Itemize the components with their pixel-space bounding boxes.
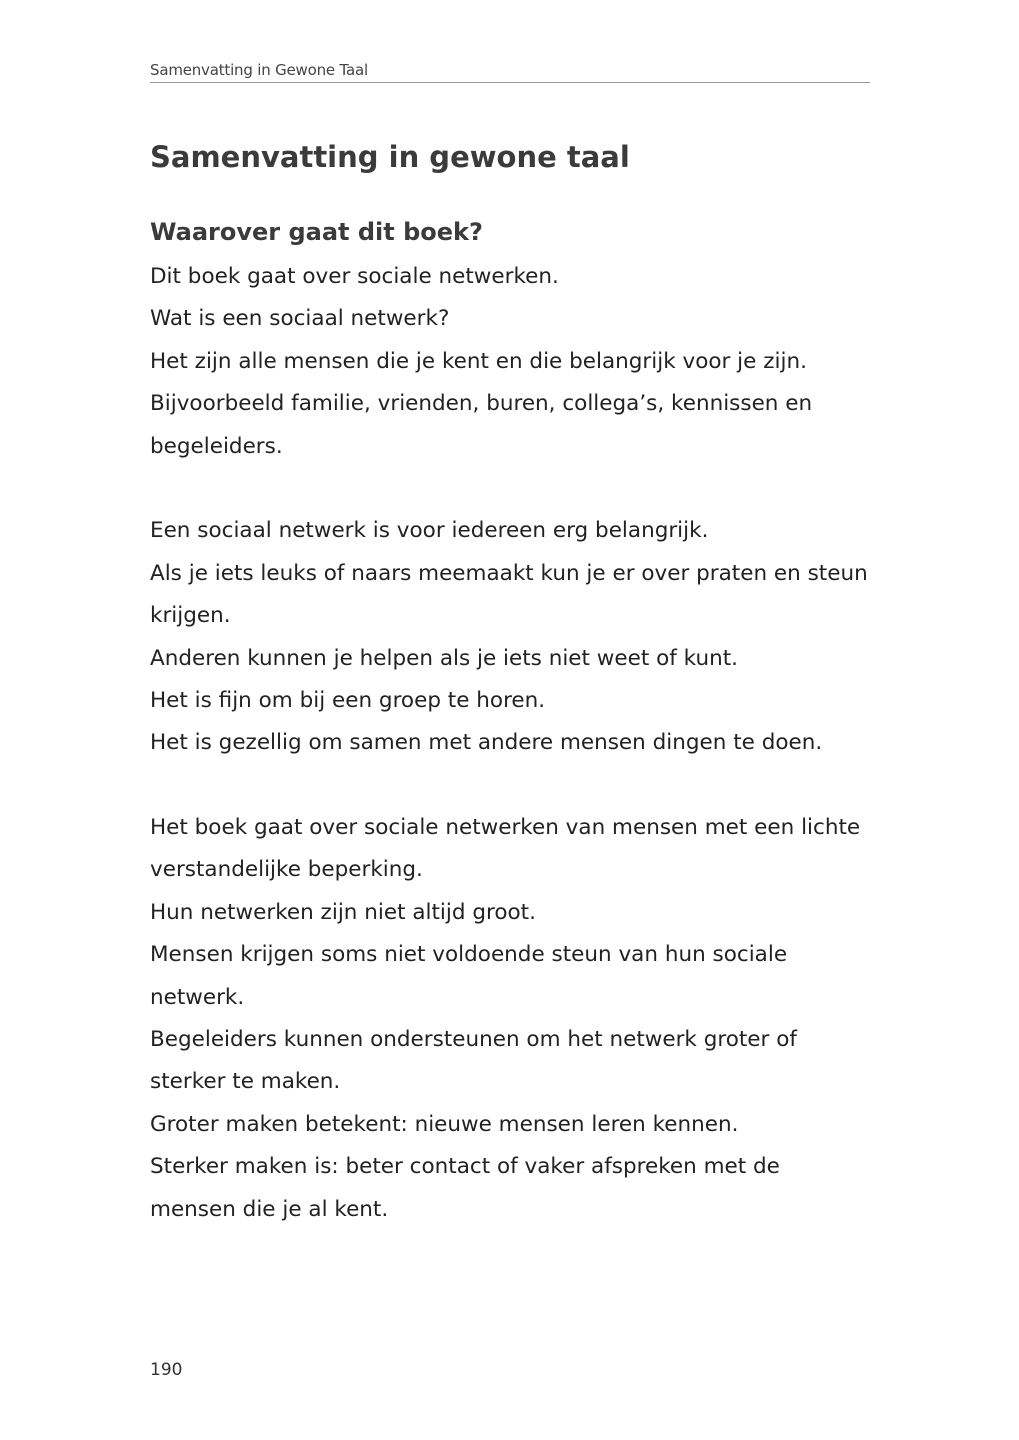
- paragraph-line: Als je iets leuks of naars meemaakt kun je er over praten en steun: [150, 560, 868, 586]
- paragraph-line: Groter maken betekent: nieuwe mensen leren kennen.: [150, 1111, 739, 1137]
- paragraph-spacer: [150, 468, 875, 510]
- paragraph-line: Het is gezellig om samen met andere mensen dingen te doen.: [150, 730, 823, 756]
- paragraph-line: mensen die je al kent.: [150, 1196, 389, 1222]
- paragraph-line: Sterker maken is: beter contact of vaker afspreken met de: [150, 1154, 780, 1180]
- running-header: [150, 60, 870, 83]
- paragraph-line: Dit boek gaat over sociale netwerken.: [150, 264, 559, 289]
- paragraph-line: Het zijn alle mensen die je kent en die belangrijk voor je zijn.: [150, 348, 807, 374]
- paragraph-line: netwerk.: [150, 984, 245, 1010]
- paragraph-target-group: [150, 807, 875, 1231]
- paragraph-line: verstandelijke beperking.: [150, 857, 423, 883]
- chapter-title: Samenvatting in gewone taal: [150, 140, 630, 174]
- paragraph-importance: [150, 510, 875, 764]
- paragraph-spacer: [150, 765, 875, 807]
- paragraph-line: Een sociaal netwerk is voor iedereen erg belangrijk.: [150, 518, 709, 544]
- paragraph-line: Wat is een sociaal netwerk?: [150, 306, 450, 332]
- section-heading: Waarover gaat dit boek?: [150, 218, 483, 246]
- paragraph-line: Het is fijn om bij een groep te horen.: [150, 687, 546, 713]
- paragraph-line: krijgen.: [150, 603, 231, 629]
- paragraph-line: Hun netwerken zijn niet altijd groot.: [150, 899, 536, 925]
- running-header-title: Samenvatting in Gewone Taal: [150, 61, 368, 79]
- body-text: [150, 256, 875, 1231]
- page-number: 190: [150, 1360, 183, 1380]
- paragraph-line: begeleiders.: [150, 433, 283, 459]
- paragraph-line: Het boek gaat over sociale netwerken van mensen met een lichte: [150, 815, 861, 841]
- paragraph-line: Mensen krijgen soms niet voldoende steun van hun sociale: [150, 942, 788, 968]
- paragraph-intro: [150, 256, 875, 468]
- paragraph-line: sterker te maken.: [150, 1069, 341, 1095]
- paragraph-line: Bijvoorbeeld familie, vrienden, buren, collega’s, kennissen en: [150, 391, 813, 417]
- paragraph-line: Begeleiders kunnen ondersteunen om het netwerk groter of: [150, 1027, 797, 1053]
- paragraph-line: Anderen kunnen je helpen als je iets niet weet of kunt.: [150, 645, 738, 671]
